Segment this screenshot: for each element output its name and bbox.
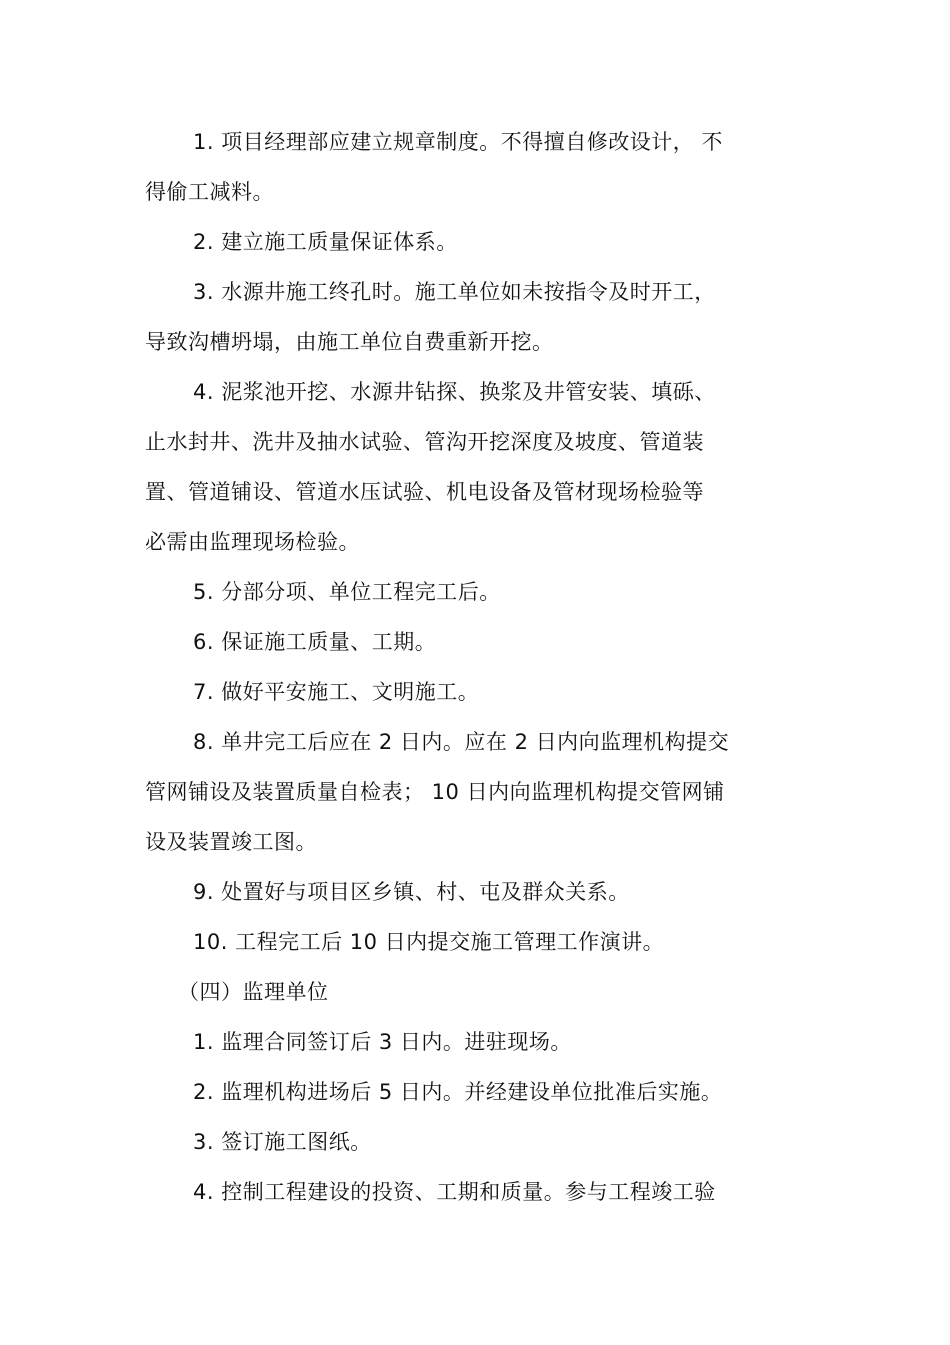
text-line: 置、管道铺设、管道水压试验、机电设备及管材现场检验等 — [145, 480, 704, 504]
section-heading: （四）监理单位 — [178, 980, 329, 1004]
text-line: 1. 项目经理部应建立规章制度。不得擅自修改设计， 不 — [193, 130, 723, 154]
text-line: 1. 监理合同签订后 3 日内。进驻现场。 — [193, 1030, 572, 1054]
text-line: 导致沟槽坍塌，由施工单位自费重新开挖。 — [145, 330, 554, 354]
text-line: 4. 控制工程建设的投资、工期和质量。参与工程竣工验 — [193, 1180, 716, 1204]
text-line: 必需由监理现场检验。 — [145, 530, 360, 554]
text-line: 6. 保证施工质量、工期。 — [193, 630, 437, 654]
text-line: 7. 做好平安施工、文明施工。 — [193, 680, 480, 704]
text-line: 10. 工程完工后 10 日内提交施工管理工作演讲。 — [193, 930, 665, 954]
text-line: 4. 泥浆池开挖、水源井钻探、换浆及井管安装、填砾、 — [193, 380, 716, 404]
text-line: 设及装置竣工图。 — [145, 830, 317, 854]
text-line: 3. 水源井施工终孔时。施工单位如未按指令及时开工， — [193, 280, 716, 304]
text-line: 5. 分部分项、单位工程完工后。 — [193, 580, 501, 604]
text-line: 得偷工减料。 — [145, 180, 274, 204]
text-line: 3. 签订施工图纸。 — [193, 1130, 372, 1154]
text-line: 止水封井、洗井及抽水试验、管沟开挖深度及坡度、管道装 — [145, 430, 704, 454]
text-line: 管网铺设及装置质量自检表； 10 日内向监理机构提交管网铺 — [145, 780, 725, 804]
text-line: 2. 监理机构进场后 5 日内。并经建设单位批准后实施。 — [193, 1080, 723, 1104]
text-line: 2. 建立施工质量保证体系。 — [193, 230, 458, 254]
text-line: 8. 单井完工后应在 2 日内。应在 2 日内向监理机构提交 — [193, 730, 730, 754]
text-line: 9. 处置好与项目区乡镇、村、屯及群众关系。 — [193, 880, 630, 904]
